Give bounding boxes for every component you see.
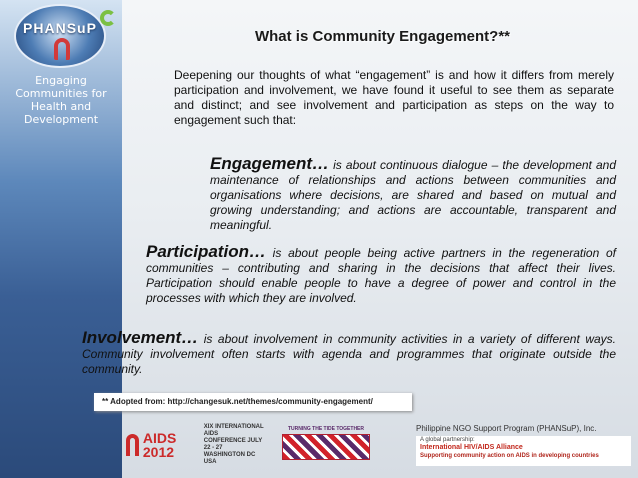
red-ribbon-icon (54, 38, 70, 60)
participation-definition (146, 244, 616, 306)
engagement-definition (210, 156, 616, 233)
aids-conference-text (204, 424, 268, 466)
slide-title: What is Community Engagement?** (254, 28, 511, 45)
involvement-term: Involvement… (82, 328, 199, 347)
alliance-line-3: Supporting community action on AIDS in developing countries (420, 453, 599, 459)
alliance-line-2: International HIV/AIDS Alliance (420, 444, 523, 451)
aids-ribbon-icon (126, 434, 139, 456)
phansup-logo (14, 4, 106, 68)
tagline: Engaging Communities for Health and Development (15, 74, 107, 126)
alliance-logo (416, 436, 631, 466)
swirl-icon (100, 10, 116, 26)
alliance-line-1: A global partnership: (420, 437, 475, 443)
tide-text: TURNING THE TIDE TOGETHER (287, 426, 365, 432)
source-citation: ** Adopted from: http://changesuk.net/themes/community-engagement/ (94, 393, 412, 411)
aids-line-3: WASHINGTON DC USA (203, 452, 256, 465)
aids-2012-logo (126, 424, 268, 465)
engagement-text: is about continuous dialogue – the development and maintenance of relationships and actions between communities and organisations where decisions, are shared and based on mutual and growing understanding; and actions are accountable, transparent and meaningful. (210, 158, 616, 232)
aids-line-1: XIX INTERNATIONAL AIDS (203, 424, 264, 437)
intro-paragraph: Deepening our thoughts of what “engagement” is and how it differs from merely participation and involvement, we have found it useful to see them as separate and distinct; and see involvement and participation as steps on the way to engagement such that: (174, 68, 614, 127)
tide-pattern-icon (282, 434, 370, 460)
org-line: Philippine NGO Support Program (PHANSuP), Inc. (416, 424, 597, 433)
aids-line-2: CONFERENCE JULY 22 - 27 (203, 438, 263, 451)
participation-text: is about people being active partners in the regeneration of communities – contributing and sharing in the decisions that affect their lives. Participation should enable people to have a degree of power and control in the processes with which they are involved. (146, 246, 616, 305)
aids-year: AIDS 2012 (142, 430, 177, 460)
logo-text: PHANSuP (23, 20, 97, 36)
engagement-term: Engagement… (210, 154, 330, 173)
turning-tide-logo (282, 426, 370, 462)
participation-term: Participation… (146, 242, 266, 261)
involvement-text: is about involvement in community activities in a variety of different ways. Community involvement often starts with agenda and programmes that originate outside the community. (82, 332, 616, 376)
involvement-definition (82, 330, 616, 377)
